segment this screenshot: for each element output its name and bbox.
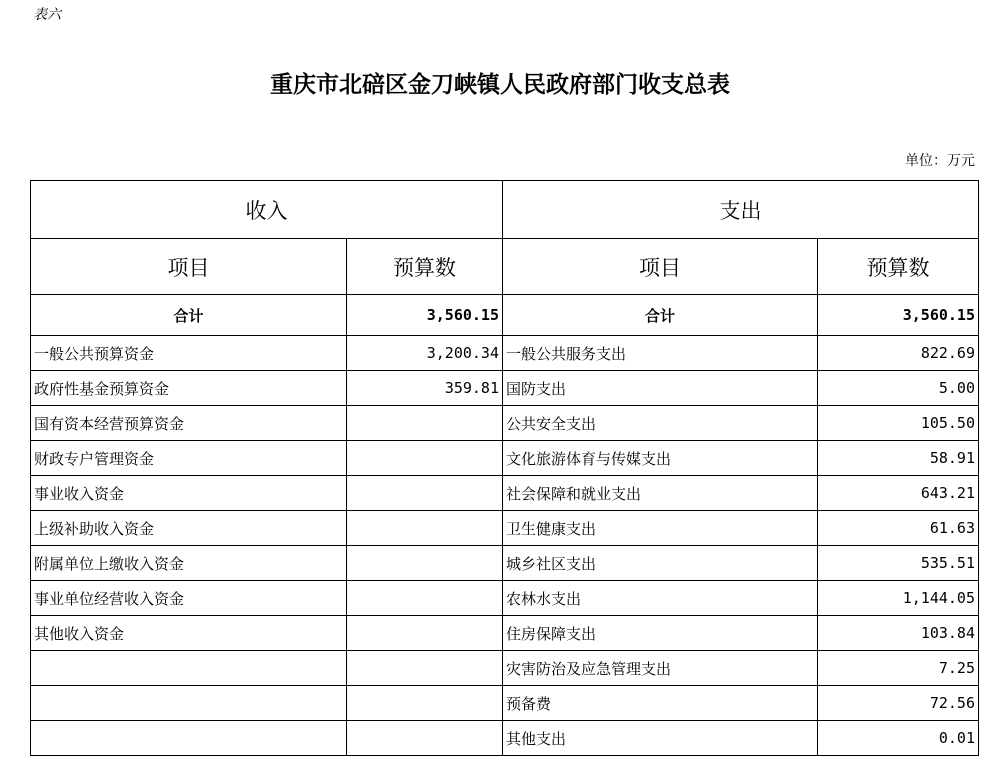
table-row [31, 476, 979, 511]
income-value-cell [347, 441, 503, 476]
expense-total-value: 3,560.15 [818, 295, 979, 336]
expense-item-cell: 卫生健康支出 [503, 511, 818, 546]
income-value-cell [347, 546, 503, 581]
table-row [31, 406, 979, 441]
income-value-cell [347, 511, 503, 546]
income-value-cell: 359.81 [347, 371, 503, 406]
expense-item-cell: 国防支出 [503, 371, 818, 406]
expense-item-cell: 城乡社区支出 [503, 546, 818, 581]
table-row [31, 651, 979, 686]
expense-item-cell: 公共安全支出 [503, 406, 818, 441]
table-row [31, 441, 979, 476]
expense-value-cell: 822.69 [818, 336, 979, 371]
expense-item-header: 项目 [503, 239, 818, 295]
unit-label: 单位：万元 [905, 153, 975, 169]
page-title: 重庆市北碚区金刀峡镇人民政府部门收支总表 [270, 71, 730, 98]
expense-item-cell: 社会保障和就业支出 [503, 476, 818, 511]
expense-value-cell: 58.91 [818, 441, 979, 476]
table-row [31, 616, 979, 651]
income-value-cell [347, 721, 503, 756]
column-header-row [31, 239, 979, 295]
expense-total-label: 合计 [503, 295, 818, 336]
income-value-cell [347, 651, 503, 686]
income-item-cell [31, 686, 347, 721]
table-row [31, 581, 979, 616]
expense-value-cell: 103.84 [818, 616, 979, 651]
income-value-cell [347, 406, 503, 441]
income-item-cell: 事业单位经营收入资金 [31, 581, 347, 616]
budget-summary-table [30, 180, 979, 756]
income-item-cell: 附属单位上缴收入资金 [31, 546, 347, 581]
table-row [31, 336, 979, 371]
table-number: 表六 [33, 7, 61, 23]
expense-value-cell: 72.56 [818, 686, 979, 721]
income-item-cell: 政府性基金预算资金 [31, 371, 347, 406]
income-value-cell: 3,200.34 [347, 336, 503, 371]
income-value-cell [347, 581, 503, 616]
income-total-label: 合计 [31, 295, 347, 336]
table-row [31, 511, 979, 546]
income-item-cell [31, 651, 347, 686]
expense-value-cell: 105.50 [818, 406, 979, 441]
expense-budget-header: 预算数 [818, 239, 979, 295]
expense-item-cell: 预备费 [503, 686, 818, 721]
expense-item-cell: 文化旅游体育与传媒支出 [503, 441, 818, 476]
expense-value-cell: 7.25 [818, 651, 979, 686]
table-row [31, 371, 979, 406]
expense-item-cell: 住房保障支出 [503, 616, 818, 651]
expense-value-cell: 61.63 [818, 511, 979, 546]
expense-value-cell: 643.21 [818, 476, 979, 511]
income-item-cell: 国有资本经营预算资金 [31, 406, 347, 441]
income-item-cell: 事业收入资金 [31, 476, 347, 511]
expense-item-cell: 一般公共服务支出 [503, 336, 818, 371]
expense-item-cell: 农林水支出 [503, 581, 818, 616]
table-row [31, 721, 979, 756]
income-value-cell [347, 686, 503, 721]
income-item-header: 项目 [31, 239, 347, 295]
expense-value-cell: 0.01 [818, 721, 979, 756]
income-budget-header: 预算数 [347, 239, 503, 295]
income-item-cell [31, 721, 347, 756]
income-item-cell: 上级补助收入资金 [31, 511, 347, 546]
table-row [31, 546, 979, 581]
total-row [31, 295, 979, 336]
income-value-cell [347, 616, 503, 651]
expense-header: 支出 [503, 181, 979, 239]
income-value-cell [347, 476, 503, 511]
income-total-value: 3,560.15 [347, 295, 503, 336]
expense-value-cell: 535.51 [818, 546, 979, 581]
expense-item-cell: 灾害防治及应急管理支出 [503, 651, 818, 686]
expense-value-cell: 1,144.05 [818, 581, 979, 616]
income-item-cell: 其他收入资金 [31, 616, 347, 651]
income-item-cell: 财政专户管理资金 [31, 441, 347, 476]
income-item-cell: 一般公共预算资金 [31, 336, 347, 371]
expense-value-cell: 5.00 [818, 371, 979, 406]
table-row [31, 686, 979, 721]
income-header: 收入 [31, 181, 503, 239]
expense-item-cell: 其他支出 [503, 721, 818, 756]
section-header-row [31, 181, 979, 239]
